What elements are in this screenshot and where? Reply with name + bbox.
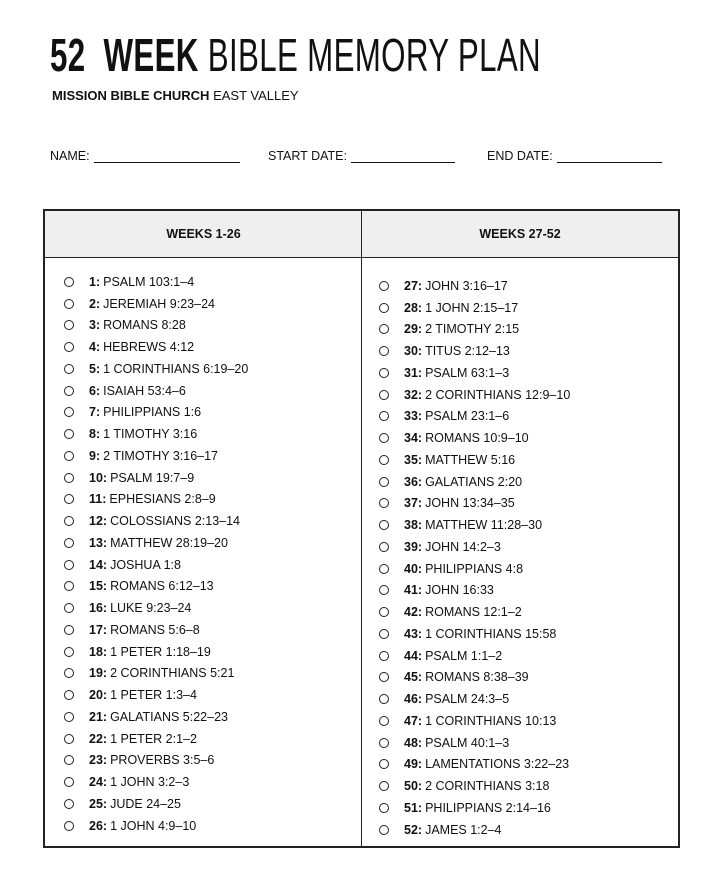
week-number: 44: xyxy=(404,648,423,663)
verse-reference: PHILIPPIANS 2:14–16 xyxy=(425,800,551,815)
verse-reference: JOSHUA 1:8 xyxy=(110,557,181,572)
verse-reference: 1 PETER 1:3–4 xyxy=(110,688,197,703)
start-date-field[interactable] xyxy=(268,149,455,163)
verse-reference: PSALM 103:1–4 xyxy=(103,274,195,289)
verse-reference: PSALM 24:3–5 xyxy=(425,692,510,707)
week-number: 8: xyxy=(89,427,101,442)
verse-reference: GALATIANS 2:20 xyxy=(425,474,523,489)
verse-reference: MATTHEW 28:19–20 xyxy=(110,535,228,550)
name-field[interactable] xyxy=(50,149,240,163)
week-item xyxy=(64,293,248,315)
week-number: 36: xyxy=(404,474,423,489)
week-number: 7: xyxy=(89,405,101,420)
checkbox-circle-icon[interactable] xyxy=(64,386,74,396)
verse-reference: 1 PETER 2:1–2 xyxy=(110,731,197,746)
start-date-input-line[interactable] xyxy=(351,149,455,163)
week-number: 12: xyxy=(89,514,108,529)
checkbox-circle-icon[interactable] xyxy=(379,455,389,465)
verse-reference: PSALM 19:7–9 xyxy=(110,470,195,485)
week-number: 11: xyxy=(89,492,107,507)
start-date-label: START DATE: xyxy=(268,149,347,163)
checkbox-circle-icon[interactable] xyxy=(379,825,389,835)
checkbox-circle-icon[interactable] xyxy=(64,277,74,287)
verse-reference: ROMANS 12:1–2 xyxy=(425,605,522,620)
week-item xyxy=(379,580,570,602)
week-item xyxy=(379,427,570,449)
checkbox-circle-icon[interactable] xyxy=(64,603,74,613)
verse-reference: PSALM 63:1–3 xyxy=(425,365,510,380)
week-item xyxy=(379,688,570,710)
checkbox-circle-icon[interactable] xyxy=(379,520,389,530)
checkbox-circle-icon[interactable] xyxy=(64,755,74,765)
week-item xyxy=(64,532,248,554)
checkbox-circle-icon[interactable] xyxy=(379,759,389,769)
week-number: 46: xyxy=(404,692,423,707)
verse-reference: 1 CORINTHIANS 6:19–20 xyxy=(103,361,249,376)
verse-reference: 1 PETER 1:18–19 xyxy=(110,644,211,659)
end-date-input-line[interactable] xyxy=(557,149,662,163)
week-item xyxy=(64,554,248,576)
week-number: 32: xyxy=(404,387,423,402)
week-number: 10: xyxy=(89,470,108,485)
week-number: 5: xyxy=(89,361,101,376)
week-number: 26: xyxy=(89,818,108,833)
verse-reference: JEREMIAH 9:23–24 xyxy=(103,296,215,311)
checkbox-circle-icon[interactable] xyxy=(64,668,74,678)
column-divider xyxy=(361,211,362,846)
week-item xyxy=(379,275,570,297)
checkbox-circle-icon[interactable] xyxy=(64,538,74,548)
verse-reference: COLOSSIANS 2:13–14 xyxy=(110,514,241,529)
week-number: 6: xyxy=(89,383,101,398)
week-number: 28: xyxy=(404,300,423,315)
verse-reference: 1 JOHN 2:15–17 xyxy=(425,300,519,315)
week-item xyxy=(64,358,248,380)
week-item xyxy=(379,536,570,558)
week-item xyxy=(64,576,248,598)
week-item xyxy=(64,467,248,489)
week-item xyxy=(64,663,248,685)
week-item xyxy=(379,645,570,667)
week-number: 22: xyxy=(89,731,108,746)
week-item xyxy=(64,336,248,358)
week-item xyxy=(64,445,248,467)
week-number: 47: xyxy=(404,713,423,728)
checkbox-circle-icon[interactable] xyxy=(379,607,389,617)
verse-reference: PSALM 23:1–6 xyxy=(425,409,510,424)
column-header-weeks-1-26: WEEKS 1-26 xyxy=(45,211,362,258)
checkbox-circle-icon[interactable] xyxy=(64,473,74,483)
checkbox-circle-icon[interactable] xyxy=(379,564,389,574)
week-number: 17: xyxy=(89,622,108,637)
verse-reference: 1 JOHN 4:9–10 xyxy=(110,818,197,833)
page-title xyxy=(50,30,541,80)
checkbox-circle-icon[interactable] xyxy=(64,451,74,461)
verse-reference: ROMANS 10:9–10 xyxy=(425,431,529,446)
checkbox-circle-icon[interactable] xyxy=(379,672,389,682)
checkbox-circle-icon[interactable] xyxy=(379,324,389,334)
verse-reference: MATTHEW 11:28–30 xyxy=(425,518,543,533)
week-number: 9: xyxy=(89,448,101,463)
title-rest: BIBLE MEMORY PLAN xyxy=(207,29,541,81)
checkbox-circle-icon[interactable] xyxy=(379,585,389,595)
week-item xyxy=(64,380,248,402)
weeks-27-52-list xyxy=(379,275,570,841)
week-item xyxy=(379,601,570,623)
week-number: 48: xyxy=(404,735,423,750)
week-number: 21: xyxy=(89,709,108,724)
checkbox-circle-icon[interactable] xyxy=(64,299,74,309)
week-number: 38: xyxy=(404,518,423,533)
week-number: 27: xyxy=(404,278,423,293)
checkbox-circle-icon[interactable] xyxy=(64,712,74,722)
week-item xyxy=(379,319,570,341)
checkbox-circle-icon[interactable] xyxy=(379,716,389,726)
name-label: NAME: xyxy=(50,149,90,163)
week-number: 33: xyxy=(404,409,423,424)
week-number: 45: xyxy=(404,670,423,685)
week-number: 34: xyxy=(404,431,423,446)
verse-reference: MATTHEW 5:16 xyxy=(425,452,516,467)
week-number: 24: xyxy=(89,775,108,790)
week-number: 20: xyxy=(89,688,108,703)
checkbox-circle-icon[interactable] xyxy=(64,799,74,809)
verse-reference: 1 CORINTHIANS 15:58 xyxy=(425,626,557,641)
week-item xyxy=(379,558,570,580)
week-item xyxy=(64,402,248,424)
week-item xyxy=(379,775,570,797)
verse-reference: ROMANS 6:12–13 xyxy=(110,579,214,594)
week-number: 29: xyxy=(404,322,423,337)
checkbox-circle-icon[interactable] xyxy=(379,738,389,748)
week-item xyxy=(64,815,248,837)
checkbox-circle-icon[interactable] xyxy=(64,429,74,439)
verse-reference: EPHESIANS 2:8–9 xyxy=(109,492,216,507)
checkbox-circle-icon[interactable] xyxy=(64,364,74,374)
verse-reference: 2 TIMOTHY 3:16–17 xyxy=(103,448,218,463)
week-number: 1: xyxy=(89,274,101,289)
title-number: 52 xyxy=(50,29,86,81)
checkbox-circle-icon[interactable] xyxy=(379,694,389,704)
week-number: 30: xyxy=(404,344,423,359)
checkbox-circle-icon[interactable] xyxy=(379,498,389,508)
week-item xyxy=(64,510,248,532)
week-number: 31: xyxy=(404,365,423,380)
week-item xyxy=(64,706,248,728)
week-item xyxy=(379,493,570,515)
verse-reference: 2 CORINTHIANS 5:21 xyxy=(110,666,235,681)
week-item xyxy=(379,754,570,776)
checkbox-circle-icon[interactable] xyxy=(64,734,74,744)
verse-reference: JAMES 1:2–4 xyxy=(425,822,502,837)
week-item xyxy=(64,641,248,663)
checkbox-circle-icon[interactable] xyxy=(64,777,74,787)
week-item xyxy=(64,619,248,641)
verse-reference: JOHN 16:33 xyxy=(425,583,494,598)
verse-reference: LUKE 9:23–24 xyxy=(110,601,192,616)
verse-reference: PHILIPPIANS 1:6 xyxy=(103,405,202,420)
verse-reference: ISAIAH 53:4–6 xyxy=(103,383,186,398)
week-item xyxy=(64,771,248,793)
church-name xyxy=(52,88,299,103)
end-date-label: END DATE: xyxy=(487,149,553,163)
week-number: 43: xyxy=(404,626,423,641)
end-date-field[interactable] xyxy=(487,149,662,163)
week-number: 4: xyxy=(89,340,101,355)
verse-reference: JOHN 3:16–17 xyxy=(425,278,508,293)
checkbox-circle-icon[interactable] xyxy=(64,516,74,526)
week-item xyxy=(64,793,248,815)
week-number: 52: xyxy=(404,822,423,837)
verse-reference: ROMANS 8:28 xyxy=(103,318,186,333)
week-item xyxy=(64,423,248,445)
verse-reference: PROVERBS 3:5–6 xyxy=(110,753,215,768)
verse-reference: JOHN 14:2–3 xyxy=(425,539,501,554)
week-item xyxy=(379,449,570,471)
week-item xyxy=(379,667,570,689)
week-item xyxy=(379,471,570,493)
checkbox-circle-icon[interactable] xyxy=(379,542,389,552)
week-item xyxy=(379,732,570,754)
checkbox-circle-icon[interactable] xyxy=(379,477,389,487)
checkbox-circle-icon[interactable] xyxy=(379,651,389,661)
church-name-bold: MISSION BIBLE CHURCH xyxy=(52,88,210,103)
checkbox-circle-icon[interactable] xyxy=(379,346,389,356)
checkbox-circle-icon[interactable] xyxy=(64,690,74,700)
week-number: 35: xyxy=(404,452,423,467)
week-number: 18: xyxy=(89,644,108,659)
memory-plan-table xyxy=(43,209,680,848)
verse-reference: JUDE 24–25 xyxy=(110,796,181,811)
week-item xyxy=(379,623,570,645)
week-item xyxy=(379,819,570,841)
week-item xyxy=(379,406,570,428)
week-item xyxy=(379,514,570,536)
checkbox-circle-icon[interactable] xyxy=(379,303,389,313)
checkbox-circle-icon[interactable] xyxy=(64,342,74,352)
checkbox-circle-icon[interactable] xyxy=(64,494,74,504)
checkbox-circle-icon[interactable] xyxy=(379,629,389,639)
week-number: 14: xyxy=(89,557,108,572)
week-number: 41: xyxy=(404,583,423,598)
verse-reference: ROMANS 8:38–39 xyxy=(425,670,529,685)
week-number: 3: xyxy=(89,318,101,333)
checkbox-circle-icon[interactable] xyxy=(64,647,74,657)
verse-reference: GALATIANS 5:22–23 xyxy=(110,709,228,724)
checkbox-circle-icon[interactable] xyxy=(64,581,74,591)
week-number: 19: xyxy=(89,666,108,681)
verse-reference: LAMENTATIONS 3:22–23 xyxy=(425,757,570,772)
verse-reference: JOHN 13:34–35 xyxy=(425,496,515,511)
verse-reference: 1 TIMOTHY 3:16 xyxy=(103,427,198,442)
week-item xyxy=(379,384,570,406)
week-number: 51: xyxy=(404,800,423,815)
week-item xyxy=(64,728,248,750)
week-item xyxy=(64,489,248,511)
church-location: EAST VALLEY xyxy=(213,88,299,103)
week-item xyxy=(379,710,570,732)
checkbox-circle-icon[interactable] xyxy=(64,560,74,570)
verse-reference: ROMANS 5:6–8 xyxy=(110,622,200,637)
week-number: 42: xyxy=(404,605,423,620)
checkbox-circle-icon[interactable] xyxy=(379,433,389,443)
verse-reference: PSALM 40:1–3 xyxy=(425,735,510,750)
verse-reference: 2 CORINTHIANS 12:9–10 xyxy=(425,387,571,402)
checkbox-circle-icon[interactable] xyxy=(379,803,389,813)
week-item xyxy=(379,362,570,384)
verse-reference: 1 CORINTHIANS 10:13 xyxy=(425,713,557,728)
week-number: 23: xyxy=(89,753,108,768)
verse-reference: TITUS 2:12–13 xyxy=(425,344,510,359)
checkbox-circle-icon[interactable] xyxy=(64,821,74,831)
week-number: 39: xyxy=(404,539,423,554)
checkbox-circle-icon[interactable] xyxy=(64,625,74,635)
week-number: 15: xyxy=(89,579,108,594)
checkbox-circle-icon[interactable] xyxy=(64,407,74,417)
weeks-1-26-list xyxy=(64,271,248,837)
checkbox-circle-icon[interactable] xyxy=(379,390,389,400)
week-item xyxy=(64,271,248,293)
verse-reference: 1 JOHN 3:2–3 xyxy=(110,775,190,790)
week-number: 49: xyxy=(404,757,423,772)
verse-reference: 2 TIMOTHY 2:15 xyxy=(425,322,520,337)
verse-reference: 2 CORINTHIANS 3:18 xyxy=(425,779,550,794)
checkbox-circle-icon[interactable] xyxy=(379,368,389,378)
week-number: 16: xyxy=(89,601,108,616)
verse-reference: HEBREWS 4:12 xyxy=(103,340,195,355)
checkbox-circle-icon[interactable] xyxy=(64,320,74,330)
column-header-weeks-27-52: WEEKS 27-52 xyxy=(362,211,678,258)
week-item xyxy=(379,797,570,819)
checkbox-circle-icon[interactable] xyxy=(379,411,389,421)
title-week: WEEK xyxy=(103,29,199,81)
week-item xyxy=(64,315,248,337)
week-item xyxy=(379,297,570,319)
checkbox-circle-icon[interactable] xyxy=(379,781,389,791)
week-number: 37: xyxy=(404,496,423,511)
week-item xyxy=(64,684,248,706)
week-number: 25: xyxy=(89,796,108,811)
verse-reference: PHILIPPIANS 4:8 xyxy=(425,561,524,576)
week-number: 13: xyxy=(89,535,108,550)
name-input-line[interactable] xyxy=(94,149,240,163)
week-number: 50: xyxy=(404,779,423,794)
week-item xyxy=(64,597,248,619)
week-item xyxy=(379,340,570,362)
week-number: 2: xyxy=(89,296,101,311)
checkbox-circle-icon[interactable] xyxy=(379,281,389,291)
verse-reference: PSALM 1:1–2 xyxy=(425,648,503,663)
week-number: 40: xyxy=(404,561,423,576)
week-item xyxy=(64,750,248,772)
